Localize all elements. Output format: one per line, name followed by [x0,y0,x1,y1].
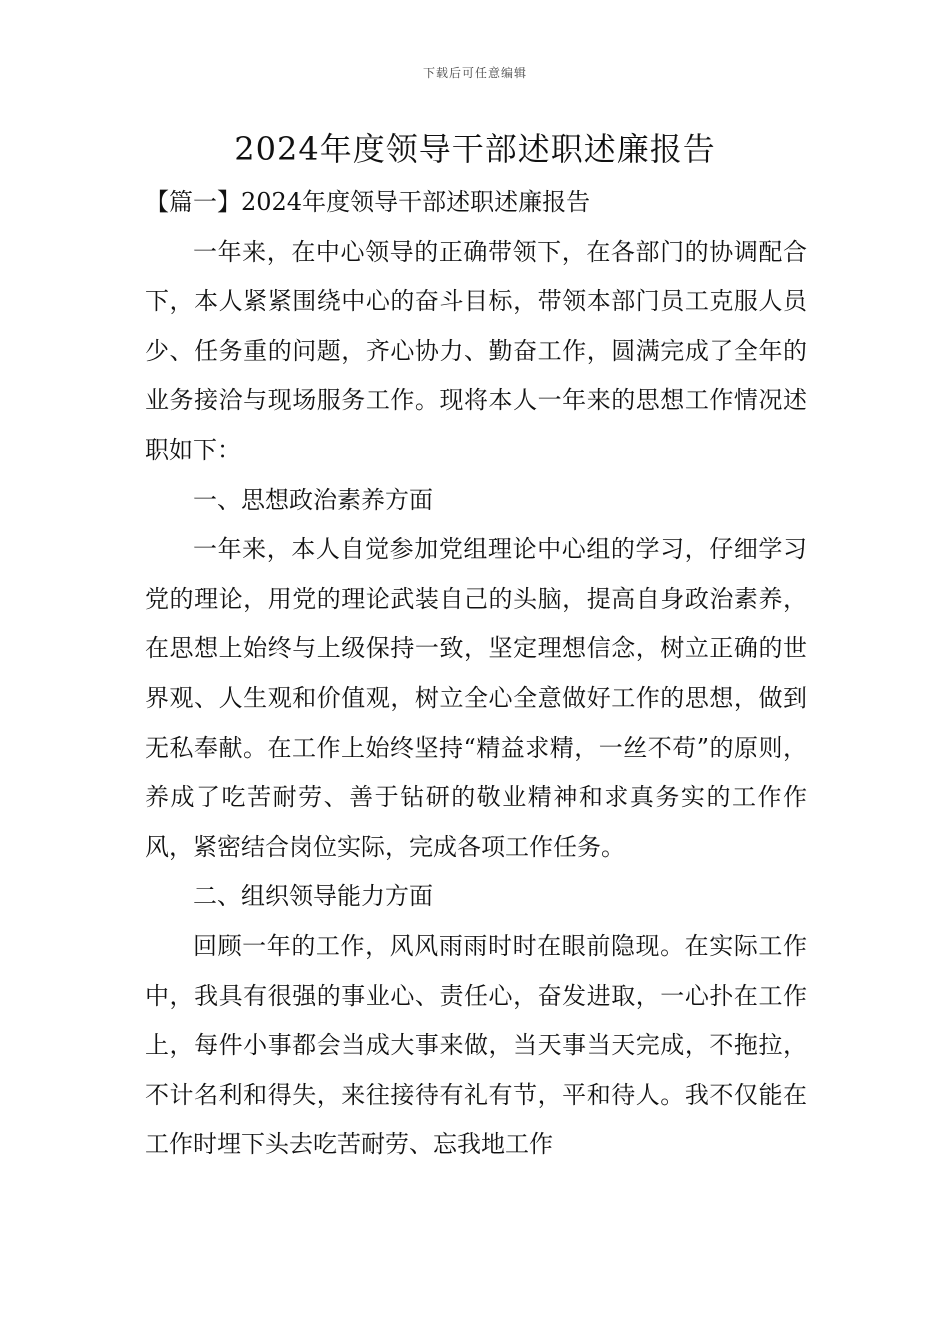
section-subtitle: 【篇一】2024年度领导干部述职述廉报告 [145,188,591,216]
section-heading-political: 一、思想政治素养方面 [193,485,433,514]
document-body [145,178,807,1170]
document-title: 2024年度领导干部述职述廉报告 [234,130,716,168]
paragraph-intro: 一年来，在中心领导的正确带领下，在各部门的协调配合下，本人紧紧围绕中心的奋斗目标，带领本部门员工克服人员少、任务重的问题，齐心协力、勤奋工作，圆满完成了全年的业务接洽与现场服务工作。现将本人一年来的思想工作情况述职如下： [145,237,807,464]
section-heading-leadership: 二、组织领导能力方面 [193,882,433,911]
header-note: 下载后可任意编辑 [422,66,527,80]
paragraph-leadership: 回顾一年的工作，风风雨雨时时在眼前隐现。在实际工作中，我具有很强的事业心、责任心，奋发进取，一心扑在工作上，每件小事都会当成大事来做，当天事当天完成，不拖拉，不计名利和得失，来往接待有礼有节，平和待人。我不仅能在工作时埋下头去吃苦耐劳、忘我地工作 [145,931,807,1159]
paragraph-political: 一年来，本人自觉参加党组理论中心组的学习，仔细学习党的理论，用党的理论武装自己的头脑，提高自身政治素养，在思想上始终与上级保持一致，坚定理想信念，树立正确的世界观、人生观和价值观，树立全心全意做好工作的思想，做到无私奉献。在工作上始终坚持“精益求精，一丝不苟”的原则，养成了吃苦耐劳、善于钻研的敬业精神和求真务实的工作作风，紧密结合岗位实际，完成各项工作任务。 [145,535,807,861]
